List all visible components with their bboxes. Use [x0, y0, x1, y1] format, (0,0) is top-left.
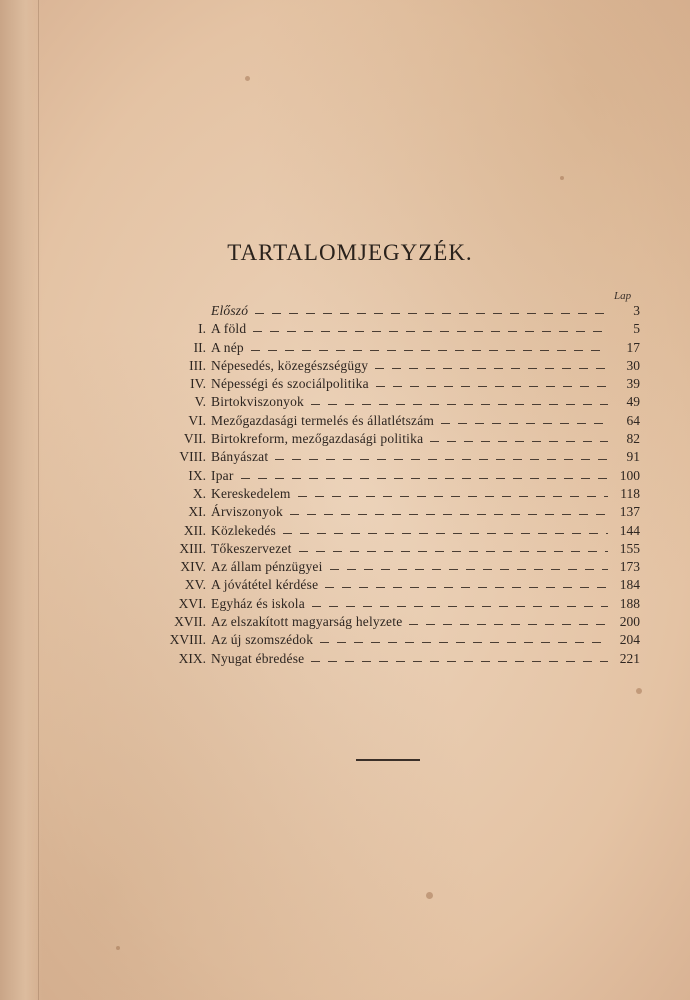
- toc-entry: [150, 576, 640, 594]
- toc-dash-leader: [299, 551, 608, 552]
- toc-entry-number: XVI.: [178, 595, 206, 611]
- toc-entry-page: 204: [619, 632, 640, 648]
- toc-entry-page: 200: [619, 614, 640, 630]
- toc-entry-number: XI.: [188, 504, 206, 520]
- toc-entry: [150, 631, 640, 649]
- toc-entry-page: 118: [620, 485, 640, 501]
- toc-entry-page: 221: [619, 650, 640, 666]
- toc-entry-number: III.: [189, 357, 206, 373]
- toc-entry-page: 184: [619, 577, 640, 593]
- toc-entry-page: 30: [626, 357, 640, 373]
- toc-entry: [150, 613, 640, 631]
- toc-dash-leader: [430, 441, 608, 442]
- toc-entry-title: Birtokreform, mezőgazdasági politika: [211, 431, 424, 447]
- toc-entry: [150, 595, 640, 613]
- toc-entry: [150, 302, 640, 320]
- toc-dash-leader: [251, 350, 608, 351]
- toc-dash-leader: [241, 478, 608, 479]
- toc-entry-title: A föld: [211, 321, 247, 337]
- toc-entry-title: Közlekedés: [211, 522, 276, 538]
- toc-entry-number: V.: [194, 394, 206, 410]
- toc-entry-number: XIII.: [179, 540, 206, 556]
- toc-entry-page: 3: [633, 303, 640, 318]
- toc-entry-page: 17: [626, 339, 640, 355]
- paper-stain: [116, 946, 120, 950]
- toc-entry-title: Előszó: [211, 303, 249, 318]
- toc-entry-number: XV.: [184, 577, 206, 593]
- page-spine-shadow: [0, 0, 42, 1000]
- toc-entry-number: XIV.: [180, 559, 206, 575]
- toc-entry: [150, 412, 640, 430]
- toc-dash-leader: [409, 624, 608, 625]
- toc-dash-leader: [312, 606, 608, 607]
- toc-entry-page: 137: [619, 504, 640, 520]
- toc-entry-title: Kereskedelem: [211, 485, 291, 501]
- toc-entry-page: 91: [626, 449, 640, 465]
- toc-entry: [150, 503, 640, 521]
- toc-entry-page: 144: [619, 522, 640, 538]
- toc-dash-leader: [311, 661, 608, 662]
- toc-entry-title: A nép: [211, 339, 244, 355]
- toc-entry-page: 5: [633, 321, 640, 337]
- toc-entry-title: Egyház és iskola: [211, 595, 305, 611]
- toc-dash-leader: [290, 514, 608, 515]
- toc-entry-title: Az elszakított magyarság helyzete: [211, 614, 403, 630]
- toc-entry-title: Nyugat ébredése: [211, 650, 305, 666]
- toc-entry-number: IX.: [188, 467, 206, 483]
- toc-dash-leader: [441, 423, 608, 424]
- toc-entry-title: A jóvátétel kérdése: [211, 577, 319, 593]
- toc-dash-leader: [375, 368, 608, 369]
- toc-entry-number: X.: [192, 485, 206, 501]
- table-of-contents: [150, 302, 640, 668]
- closing-rule: [356, 759, 420, 761]
- toc-entry-title: Birtokviszonyok: [211, 394, 304, 410]
- toc-entry-page: 49: [626, 394, 640, 410]
- toc-entry: [150, 650, 640, 668]
- toc-entry: [150, 558, 640, 576]
- toc-entry-page: 64: [626, 412, 640, 428]
- toc-entry-page: 82: [626, 431, 640, 447]
- toc-entry-title: Mezőgazdasági termelés és állatlétszám: [211, 412, 435, 428]
- toc-entry-title: Ipar: [211, 467, 234, 483]
- page-column-header: Lap: [614, 290, 632, 302]
- toc-entry: [150, 339, 640, 357]
- toc-entry: [150, 393, 640, 411]
- toc-dash-leader: [275, 459, 608, 460]
- toc-dash-leader: [253, 331, 608, 332]
- toc-dash-leader: [311, 404, 608, 405]
- page-title: TARTALOMJEGYZÉK.: [227, 240, 473, 265]
- toc-dash-leader: [330, 569, 608, 570]
- paper-stain: [560, 176, 564, 180]
- toc-entry-title: Az új szomszédok: [211, 632, 314, 648]
- toc-dash-leader: [283, 533, 608, 534]
- toc-entry-number: VI.: [188, 412, 206, 428]
- toc-entry-title: Bányászat: [211, 449, 269, 465]
- toc-dash-leader: [320, 642, 608, 643]
- paper-stain: [426, 892, 433, 899]
- toc-entry-page: 173: [619, 559, 640, 575]
- toc-dash-leader: [376, 386, 608, 387]
- toc-entry-number: I.: [198, 321, 206, 337]
- toc-entry: [150, 320, 640, 338]
- toc-entry-page: 188: [619, 595, 640, 611]
- toc-entry-number: XII.: [183, 522, 206, 538]
- toc-entry: [150, 540, 640, 558]
- paper-stain: [245, 76, 250, 81]
- toc-entry: [150, 357, 640, 375]
- toc-entry-number: II.: [193, 339, 206, 355]
- toc-entry-title: Népesedés, közegészségügy: [211, 357, 369, 373]
- toc-entry-number: XIX.: [178, 650, 206, 666]
- toc-entry-title: Népességi és szociálpolitika: [211, 376, 369, 392]
- toc-entry-number: VII.: [183, 431, 206, 447]
- toc-entry: [150, 522, 640, 540]
- toc-entry: [150, 375, 640, 393]
- toc-entry-number: VIII.: [179, 449, 206, 465]
- toc-entry: [150, 430, 640, 448]
- toc-dash-leader: [325, 587, 608, 588]
- page-fold-line: [38, 0, 39, 1000]
- toc-entry: [150, 448, 640, 466]
- toc-entry: [150, 485, 640, 503]
- toc-dash-leader: [255, 313, 608, 314]
- toc-entry-number: XVIII.: [169, 632, 206, 648]
- toc-entry-title: Árviszonyok: [211, 504, 283, 520]
- toc-dash-leader: [298, 496, 608, 497]
- toc-entry-page: 100: [619, 467, 640, 483]
- toc-entry-number: IV.: [190, 376, 206, 392]
- paper-stain: [636, 688, 642, 694]
- toc-entry-page: 155: [619, 540, 640, 556]
- toc-entry-title: Tőkeszervezet: [211, 540, 292, 556]
- toc-entry-number: XVII.: [174, 614, 206, 630]
- toc-entry-page: 39: [626, 376, 640, 392]
- toc-entry: [150, 467, 640, 485]
- toc-entry-title: Az állam pénzügyei: [211, 559, 323, 575]
